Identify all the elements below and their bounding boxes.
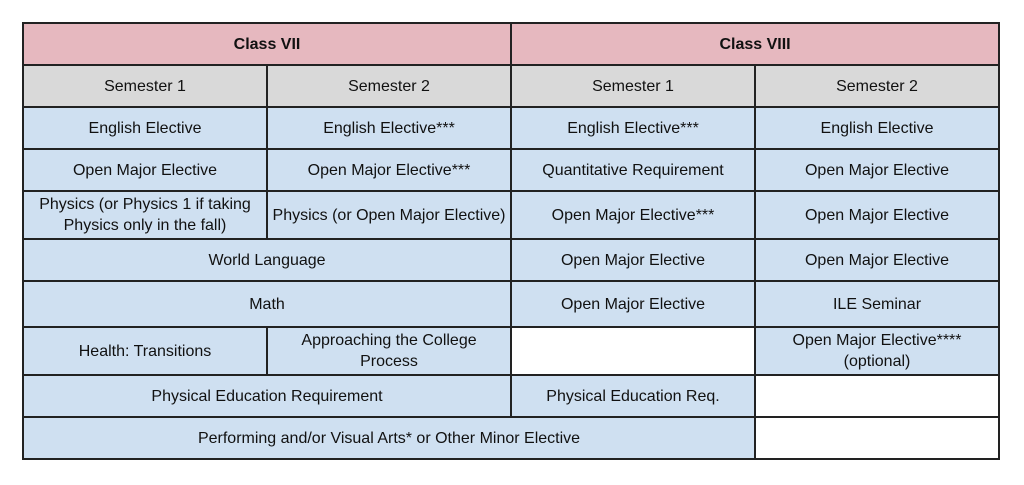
course-cell: Approaching the College Process	[267, 327, 511, 375]
course-schedule-table	[22, 22, 1000, 460]
course-cell: Physics (or Open Major Elective)	[267, 191, 511, 239]
course-cell: Open Major Elective	[23, 149, 267, 191]
semester-header: Semester 2	[755, 65, 999, 107]
course-cell: Open Major Elective	[511, 239, 755, 281]
course-cell: Open Major Elective	[755, 149, 999, 191]
course-cell: Math	[23, 281, 511, 327]
course-cell: Physical Education Requirement	[23, 375, 511, 417]
table-row	[23, 417, 999, 459]
semester-header: Semester 2	[267, 65, 511, 107]
course-cell: Open Major Elective***	[267, 149, 511, 191]
course-cell: Open Major Elective***	[511, 191, 755, 239]
course-cell: Open Major Elective	[511, 281, 755, 327]
table-row	[23, 375, 999, 417]
course-cell: Physics (or Physics 1 if taking Physics only in the fall)	[23, 191, 267, 239]
empty-cell	[755, 417, 999, 459]
course-cell: Quantitative Requirement	[511, 149, 755, 191]
empty-cell	[755, 375, 999, 417]
course-cell: Open Major Elective	[755, 191, 999, 239]
table-row	[23, 327, 999, 375]
semester-header-row	[23, 65, 999, 107]
course-cell: Open Major Elective**** (optional)	[755, 327, 999, 375]
course-cell: ILE Seminar	[755, 281, 999, 327]
table-row	[23, 191, 999, 239]
table-row	[23, 281, 999, 327]
class-header-row	[23, 23, 999, 65]
course-cell: English Elective	[755, 107, 999, 149]
class-viii-header: Class VIII	[511, 23, 999, 65]
semester-header: Semester 1	[511, 65, 755, 107]
table-row	[23, 149, 999, 191]
course-cell: Health: Transitions	[23, 327, 267, 375]
semester-header: Semester 1	[23, 65, 267, 107]
table-row	[23, 239, 999, 281]
course-cell: World Language	[23, 239, 511, 281]
course-cell: English Elective***	[511, 107, 755, 149]
class-vii-header: Class VII	[23, 23, 511, 65]
course-cell: Performing and/or Visual Arts* or Other Minor Elective	[23, 417, 755, 459]
course-cell: English Elective***	[267, 107, 511, 149]
table-row	[23, 107, 999, 149]
course-cell: English Elective	[23, 107, 267, 149]
course-cell: Open Major Elective	[755, 239, 999, 281]
course-cell: Physical Education Req.	[511, 375, 755, 417]
empty-cell	[511, 327, 755, 375]
